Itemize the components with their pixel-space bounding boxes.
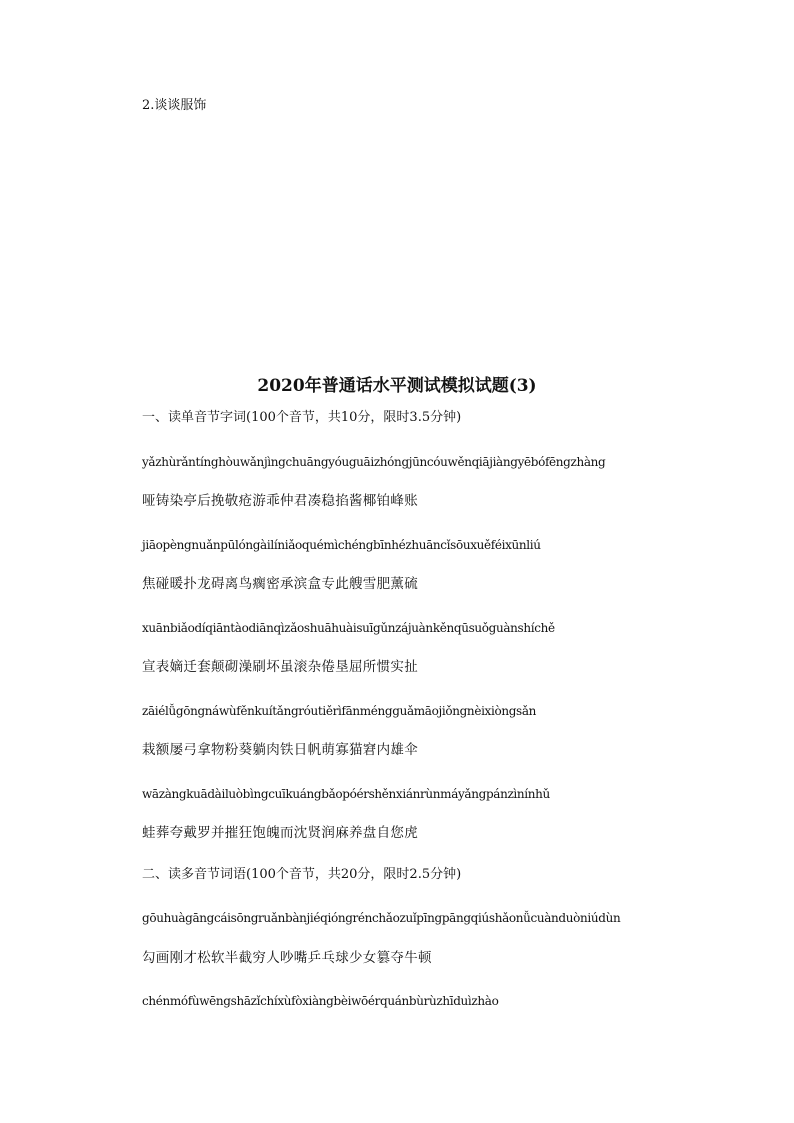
section1-pinyin-row-3: xuānbiǎodíqiāntàodiānqìzǎoshuāhuàisuīgǔnzájuànkěnqūsuǒguànshíchě [142,621,555,635]
section1-pinyin-row-2: jiāopèngnuǎnpūlóngàilíniǎoquémìchéngbīnhézhuāncǐsōuxuěféixūnliú [142,538,541,552]
section1-pinyin-row-1: yǎzhùrǎntínghòuwǎnjìngchuāngyóuguāizhóngjūncóuwěnqiājiàngyēbófēngzhàng [142,455,606,469]
section1-hanzi-row-1: 哑铸染亭后挽敬疮游乖仲君凑稳掐酱椰铂峰账 [142,493,418,509]
section2-pinyin-row-2: chénmófùwēngshāzǐchíxùfòxiàngbèiwōérquánbùrùzhīduìzhào [142,994,499,1008]
section1-hanzi-row-2: 焦碰暖扑龙碍离鸟瘸密承滨盒专此艘雪肥薰硫 [142,576,418,592]
section1-hanzi-row-3: 宣表嫡迁套颠砌澡刷坏虽滚杂倦垦屈所惯实扯 [142,659,418,675]
section1-pinyin-row-4: zāiélǚgōngnáwùfěnkuítǎngróutiěrìfānméngguǎmāojiǒngnèixiòngsǎn [142,704,537,718]
section1-hanzi-row-4: 栽额屡弓拿物粉葵躺肉铁日帆萌寡猫窘内雄伞 [142,742,418,758]
section1-pinyin-row-5: wāzàngkuādàiluòbìngcuīkuángbǎopóérshěnxiánrùnmáyǎngpánzìnínhǔ [142,787,550,801]
top-note: 2.谈谈服饰 [142,98,207,113]
section1-hanzi-row-5: 蛙葬夸戴罗并摧狂饱魄而沈贤润麻养盘自您虎 [142,825,418,841]
section2-pinyin-row-1: gōuhuàgāngcáisōngruǎnbànjiéqióngrénchǎozuǐpīngpāngqiúshǎonǚcuànduòniúdùn [142,911,621,925]
section1-heading: 一、读单音节字词(100个音节，共10分，限时3.5分钟) [142,410,462,425]
page-title: 2020年普通话水平测试模拟试题(3) [257,376,537,396]
section2-heading: 二、读多音节词语(100个音节，共20分，限时2.5分钟) [142,867,462,882]
section2-hanzi-row-1: 勾画刚才松软半截穷人吵嘴乒乓球少女篡夺牛顿 [142,950,432,966]
